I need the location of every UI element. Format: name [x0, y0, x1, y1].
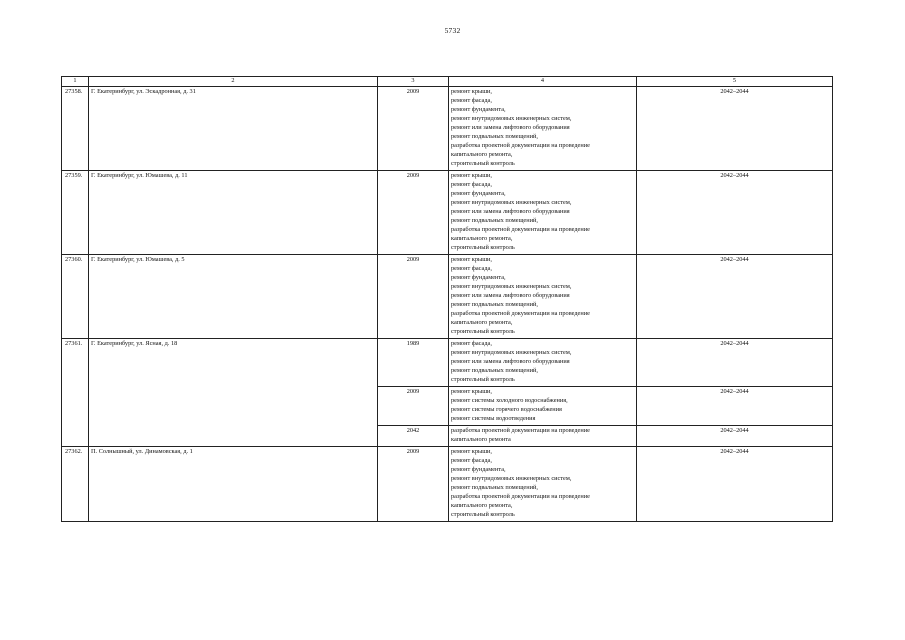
period-cell: 2042–2044	[637, 87, 833, 171]
work-item: ремонт или замена лифтового оборудования	[451, 358, 570, 365]
work-item: ремонт крыши,	[451, 388, 493, 395]
work-item: разработка проектной документации на проведение	[451, 226, 590, 233]
work-item: ремонт или замена лифтового оборудования	[451, 208, 570, 215]
work-item: капитального ремонта,	[451, 319, 513, 326]
column-header: 2	[89, 77, 378, 87]
year-cell: 2009	[378, 255, 449, 339]
work-item: разработка проектной документации на проведение	[451, 493, 590, 500]
column-header: 4	[449, 77, 637, 87]
period-cell: 2042–2044	[637, 387, 833, 426]
work-item: ремонт внутридомовых инженерных систем,	[451, 475, 572, 482]
work-item: ремонт фундамента,	[451, 274, 506, 281]
work-item: ремонт системы холодного водоснабжения,	[451, 397, 568, 404]
period-cell: 2042–2044	[637, 255, 833, 339]
work-item: капитального ремонта,	[451, 502, 513, 509]
work-item: ремонт крыши,	[451, 256, 493, 263]
work-item: ремонт подвальных помещений,	[451, 484, 538, 491]
work-item: ремонт фасада,	[451, 265, 492, 272]
works-cell	[449, 339, 637, 387]
work-item: строительный контроль	[451, 376, 515, 383]
work-item: ремонт или замена лифтового оборудования	[451, 124, 570, 131]
work-item: ремонт крыши,	[451, 448, 493, 455]
year-cell: 2009	[378, 447, 449, 522]
work-item: разработка проектной документации на проведение	[451, 310, 590, 317]
work-item: ремонт фасада,	[451, 181, 492, 188]
work-item: ремонт фундамента,	[451, 466, 506, 473]
work-item: ремонт фасада,	[451, 457, 492, 464]
work-item: ремонт фасада,	[451, 97, 492, 104]
address-cell: Г. Екатеринбург, ул. Юмашева, д. 11	[89, 171, 378, 255]
period-cell: 2042–2044	[637, 426, 833, 447]
row-number: 27358.	[62, 87, 89, 171]
address-cell: П. Солнышный, ул. Динамовская, д. 1	[89, 447, 378, 522]
address-cell: Г. Екатеринбург, ул. Эскадронная, д. 31	[89, 87, 378, 171]
works-cell	[449, 447, 637, 522]
period-cell: 2042–2044	[637, 171, 833, 255]
work-item: строительный контроль	[451, 160, 515, 167]
works-cell	[449, 171, 637, 255]
row-number: 27360.	[62, 255, 89, 339]
works-cell	[449, 387, 637, 426]
work-item: ремонт подвальных помещений,	[451, 301, 538, 308]
work-item: капитального ремонта	[451, 436, 511, 443]
work-item: ремонт системы водоотведения	[451, 415, 536, 422]
work-item: ремонт подвальных помещений,	[451, 217, 538, 224]
table-body	[62, 87, 833, 522]
period-cell: 2042–2044	[637, 339, 833, 387]
table-row	[62, 255, 833, 339]
works-cell	[449, 87, 637, 171]
work-item: разработка проектной документации на проведение	[451, 427, 590, 434]
work-item: разработка проектной документации на проведение	[451, 142, 590, 149]
work-item: ремонт системы горячего водоснабжения	[451, 406, 562, 413]
work-item: строительный контроль	[451, 244, 515, 251]
column-header: 3	[378, 77, 449, 87]
work-item: ремонт крыши,	[451, 88, 493, 95]
page-number: 5732	[444, 26, 461, 35]
work-item: капитального ремонта,	[451, 235, 513, 242]
address-cell: Г. Екатеринбург, ул. Ясная, д. 18	[89, 339, 378, 447]
repair-schedule-table	[61, 76, 833, 522]
row-number: 27361.	[62, 339, 89, 447]
work-item: строительный контроль	[451, 328, 515, 335]
work-item: строительный контроль	[451, 511, 515, 518]
works-cell	[449, 426, 637, 447]
period-cell: 2042–2044	[637, 447, 833, 522]
year-cell: 1989	[378, 339, 449, 387]
year-cell: 2009	[378, 387, 449, 426]
work-item: ремонт фундамента,	[451, 106, 506, 113]
work-item: ремонт фасада,	[451, 340, 492, 347]
work-item: ремонт фундамента,	[451, 190, 506, 197]
address-cell: Г. Екатеринбург, ул. Юмашева, д. 5	[89, 255, 378, 339]
year-cell: 2009	[378, 87, 449, 171]
works-cell	[449, 255, 637, 339]
work-item: ремонт подвальных помещений,	[451, 367, 538, 374]
work-item: ремонт внутридомовых инженерных систем,	[451, 115, 572, 122]
column-header: 5	[637, 77, 833, 87]
table-header	[62, 77, 833, 87]
table-row	[62, 339, 833, 387]
column-header: 1	[62, 77, 89, 87]
year-cell: 2009	[378, 171, 449, 255]
work-item: ремонт или замена лифтового оборудования	[451, 292, 570, 299]
table-row	[62, 447, 833, 522]
year-cell: 2042	[378, 426, 449, 447]
work-item: ремонт внутридомовых инженерных систем,	[451, 199, 572, 206]
row-number: 27359.	[62, 171, 89, 255]
table-row	[62, 87, 833, 171]
work-item: ремонт крыши,	[451, 172, 493, 179]
work-item: капитального ремонта,	[451, 151, 513, 158]
work-item: ремонт внутридомовых инженерных систем,	[451, 349, 572, 356]
row-number: 27362.	[62, 447, 89, 522]
work-item: ремонт подвальных помещений,	[451, 133, 538, 140]
work-item: ремонт внутридомовых инженерных систем,	[451, 283, 572, 290]
table-row	[62, 171, 833, 255]
